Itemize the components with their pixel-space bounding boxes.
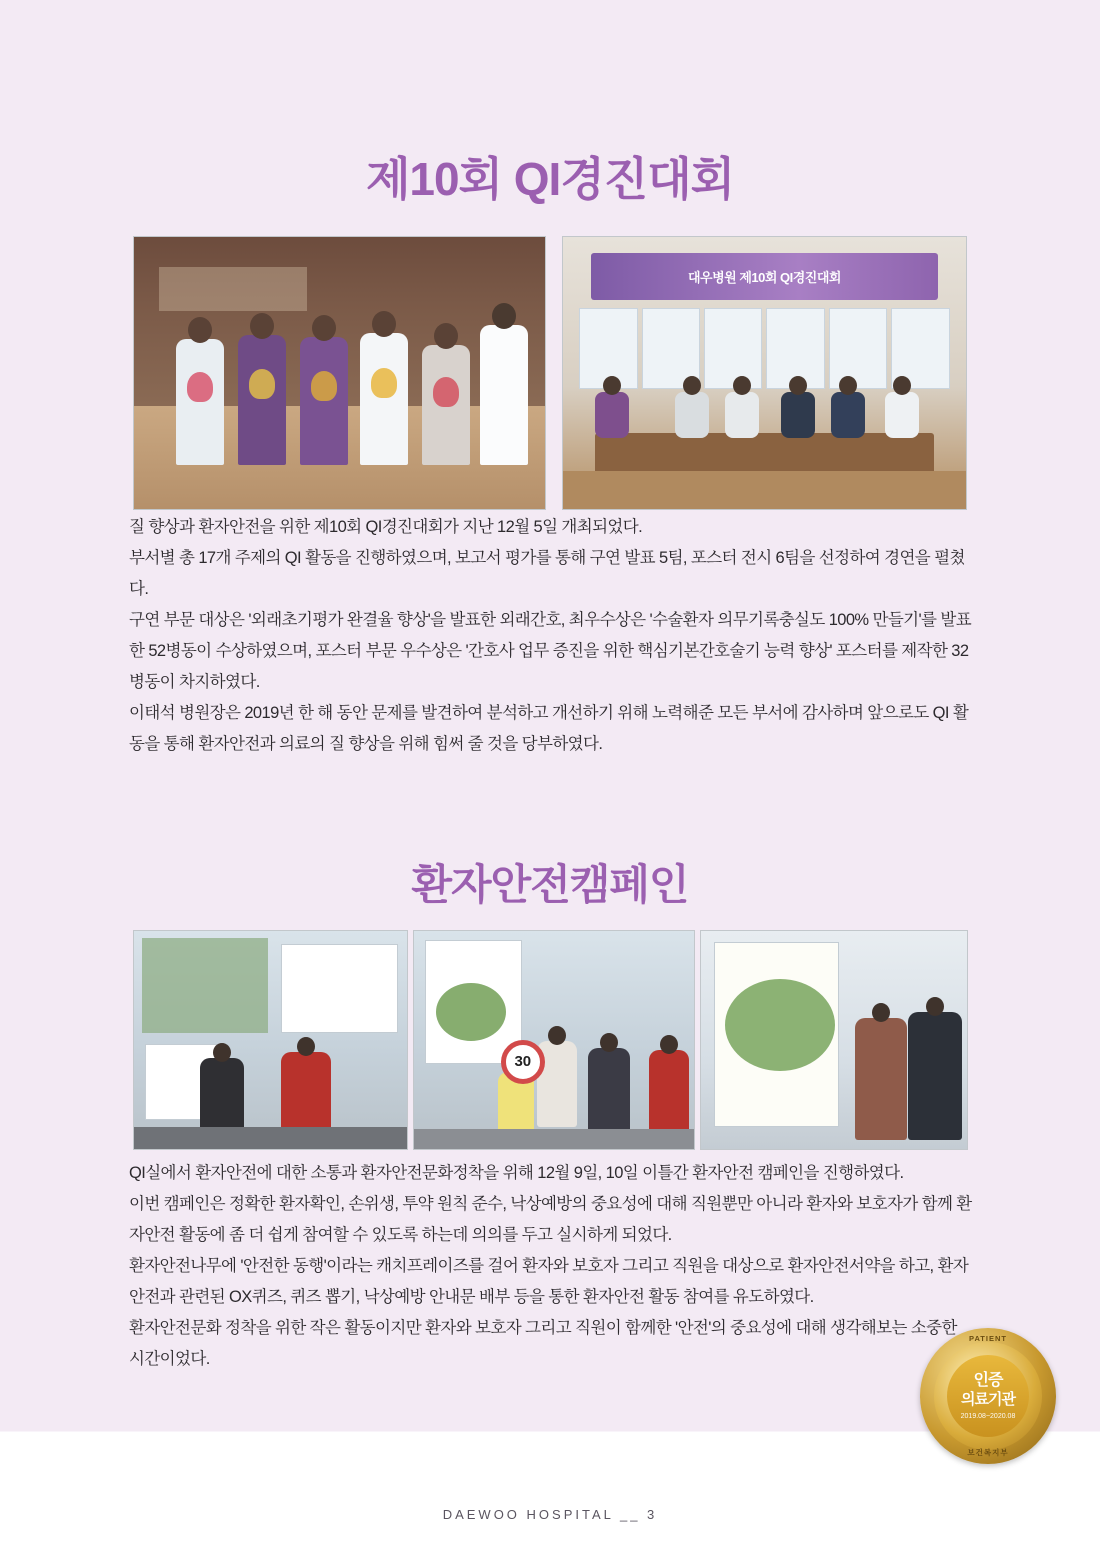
- page-footer: DAEWOO HOSPITAL __ 3: [442, 1507, 658, 1522]
- accreditation-seal-icon: [920, 1328, 1056, 1464]
- award-ceremony-photo: [133, 236, 546, 510]
- seal-line-1: 인증: [973, 1371, 1003, 1389]
- conference-banner-text: 대우병원 제10회 QI경진대회: [591, 253, 938, 299]
- campaign-paragraph-1: QI실에서 환자안전에 대한 소통과 환자안전문화정착을 위해 12월 9일, 10일 이틀간 환자안전 캠페인을 진행하였다.: [129, 1164, 904, 1182]
- seal-arc-bottom: 보건복지부: [967, 1448, 1009, 1457]
- campaign-paragraph-2: 이번 캠페인은 정확한 환자확인, 손위생, 투약 원칙 준수, 낙상예방의 중요성에 대해 직원뿐만 아니라 환자와 보호자가 함께 환자안전 활동에 좀 더 쉽게 참여할 수 있도록 하는데 의의를 두고 실시하게 되었다.: [129, 1195, 972, 1244]
- section-title-patient-safety-campaign: 환자안전캠페인: [411, 861, 689, 909]
- campaign-body: [129, 1158, 975, 1375]
- qi-paragraph-4: 이태석 병원장은 2019년 한 해 동안 문제를 발견하여 분석하고 개선하기 위해 노력해준 모든 부서에 감사하며 앞으로도 QI 활동을 통해 환자안전과 의료의 질 향상을 위해 힘써 줄 것을 당부하였다.: [129, 704, 969, 753]
- campaign-pledge-photo: [700, 930, 968, 1150]
- qi-paragraph-1: 질 향상과 환자안전을 위한 제10회 QI경진대회가 지난 12월 5일 개최되었다.: [129, 518, 643, 536]
- section-title-qi-contest: 제10회 QI경진대회: [365, 152, 735, 205]
- campaign-safety-tree-photo: 30: [413, 930, 695, 1150]
- seal-line-3: 2019.08~2020.08: [960, 1412, 1016, 1420]
- qi-paragraph-2: 부서별 총 17개 주제의 QI 활동을 진행하였으며, 보고서 평가를 통해 구연 발표 5팀, 포스터 전시 6팀을 선정하여 경연을 펼쳤다.: [129, 549, 965, 598]
- seal-line-2: 의료기관: [961, 1390, 1015, 1408]
- campaign-booth-photo: [133, 930, 408, 1150]
- campaign-paragraph-3: 환자안전나무에 '안전한 동행'이라는 캐치프레이즈를 걸어 환자와 보호자 그리고 직원을 대상으로 환자안전서약을 하고, 환자안전과 관련된 OX퀴즈, 퀴즈 뽑기, 낙상예방 안내문 배부 등을 통한 환자안전 활동 참여를 유도하였다.: [129, 1257, 969, 1306]
- conference-photo: [562, 236, 967, 510]
- qi-contest-body: [129, 512, 975, 760]
- qi-paragraph-3: 구연 부문 대상은 '외래초기평가 완결율 향상'을 발표한 외래간호, 최우수상은 '수술환자 의무기록충실도 100% 만들기'를 발표한 52병동이 수상하였으며, 포스터 부문 우수상은 '간호사 업무 증진을 위한 핵심기본간호술기 능력 향상' 포스터를 제작한 32병동이 차지하였다.: [129, 611, 972, 691]
- campaign-paragraph-4: 환자안전문화 정착을 위한 작은 활동이지만 환자와 보호자 그리고 직원이 함께한 '안전'의 중요성에 대해 생각해보는 소중한 시간이었다.: [129, 1319, 957, 1368]
- seal-arc-top: PATIENT: [969, 1334, 1007, 1343]
